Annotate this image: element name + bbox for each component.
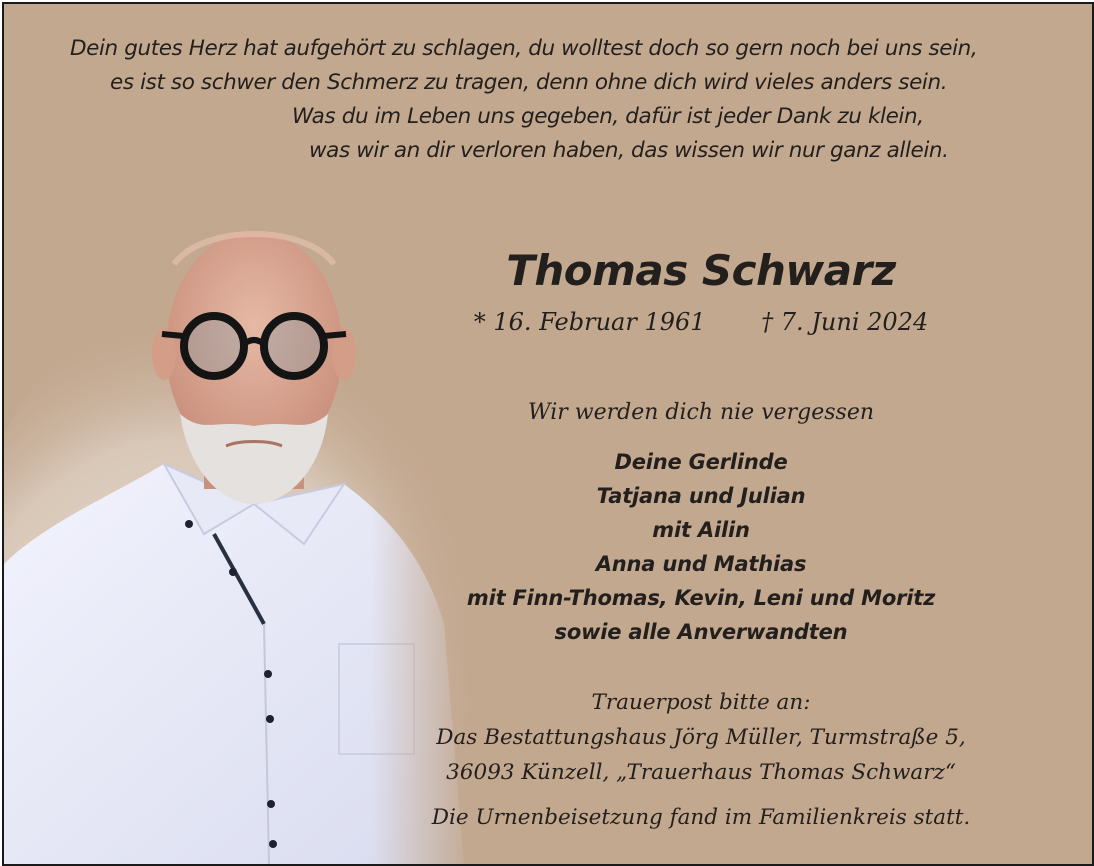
mourner-line: Anna und Mathias xyxy=(595,552,807,576)
poem-line-3: Was du im Leben uns gegeben, dafür ist jeder Dank zu klein, xyxy=(292,104,924,129)
mail-address xyxy=(396,685,1006,790)
poem-line-1: Dein gutes Herz hat aufgehört zu schlagen, du wolltest doch so gern noch bei uns sein, xyxy=(70,36,978,61)
mourners-list xyxy=(396,445,1006,649)
mourner-line: mit Finn-Thomas, Kevin, Leni und Moritz xyxy=(466,586,936,610)
mail-address-line-2: 36093 Künzell, „Trauerhaus Thomas Schwarz“ xyxy=(446,760,956,785)
poem-line-4: was wir an dir verloren haben, das wissen wir nur ganz allein. xyxy=(309,138,949,163)
life-dates xyxy=(396,308,1006,336)
mourner-line: Deine Gerlinde xyxy=(614,450,788,474)
mourner-line: mit Ailin xyxy=(652,518,750,542)
mail-address-line-1: Das Bestattungshaus Jörg Müller, Turmstraße 5, xyxy=(436,725,966,750)
deceased-name: Thomas Schwarz xyxy=(506,246,896,295)
obituary-card xyxy=(2,2,1094,866)
birth-date: * 16. Februar 1961 xyxy=(473,308,706,336)
mourner-line: sowie alle Anverwandten xyxy=(554,620,848,644)
mourner-line: Tatjana und Julian xyxy=(596,484,806,508)
death-date: † 7. Juni 2024 xyxy=(761,308,929,336)
poem-line-2: es ist so schwer den Schmerz zu tragen, denn ohne dich wird vieles anders sein. xyxy=(110,70,948,95)
burial-note: Die Urnenbeisetzung fand im Familienkreis statt. xyxy=(431,805,971,830)
mail-heading: Trauerpost bitte an: xyxy=(591,690,811,715)
motto: Wir werden dich nie vergessen xyxy=(527,400,875,425)
